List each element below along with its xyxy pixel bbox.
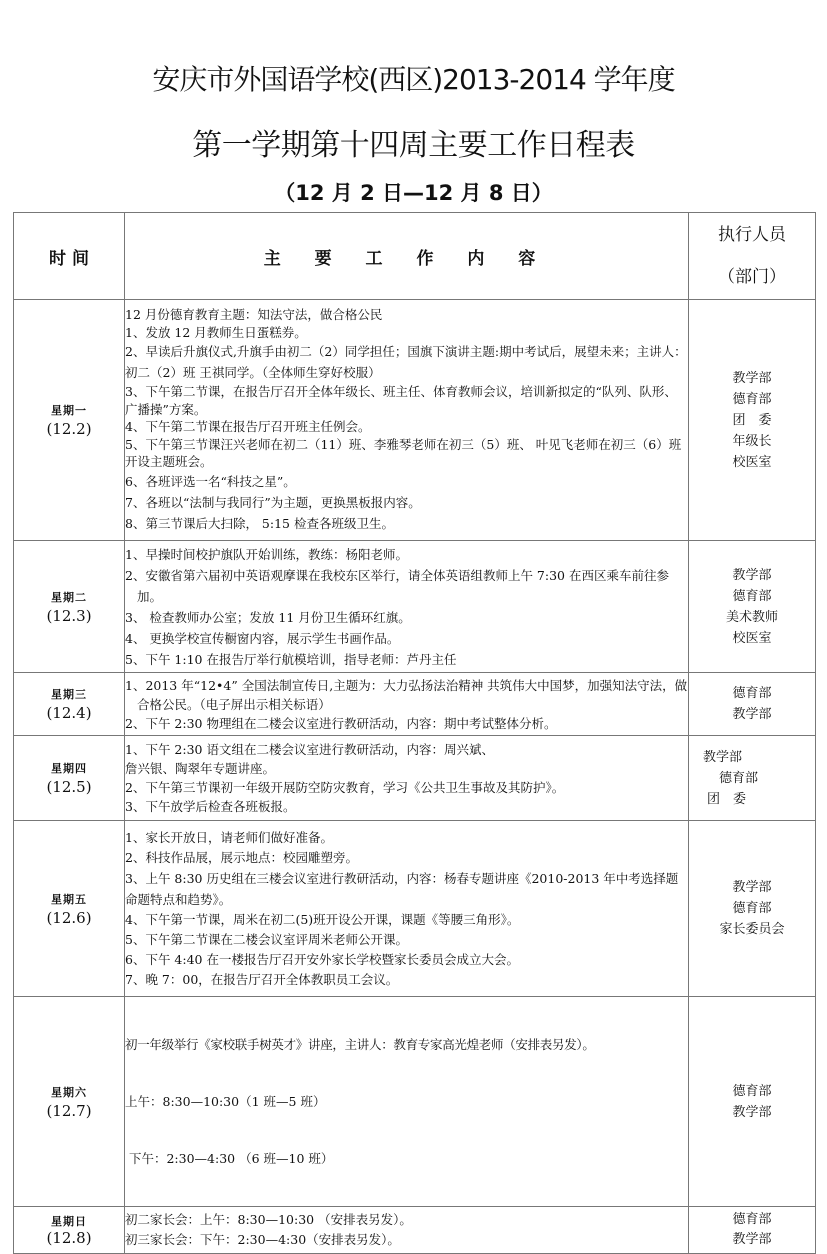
day-name: 星期四 [51,762,87,775]
dept-item: 校医室 [732,630,772,646]
dept-item: 家长委员会 [719,922,785,937]
dept-item: 教学部 [732,567,772,583]
list-item: 2、科技作品展，展示地点：校园雕塑旁。 [125,849,358,865]
dept-item: 美术教师 [725,609,778,625]
dept-item: 教学部 [732,880,772,895]
list-item: 7、晚 7：00，在报告厅召开全体教职员工会议。 [125,971,399,987]
dept-cell [689,736,816,821]
day-date: (12.5) [46,778,92,796]
day-name: 星期三 [51,688,87,701]
list-item: 3、下午第二节课，在报告厅召开全体年级长、班主任、体育教师会议，培训新拟定的“队列、队形、广播操”方案。 [125,384,677,417]
dept-item: 教学部 [732,1104,772,1120]
list-item: 初一年级举行《家校联手树英才》讲座，主讲人：教育专家高光煌老师（安排表另发）。 [125,1037,595,1052]
day-date: (12.6) [46,908,92,927]
day-cell [14,673,125,736]
table-row [14,1207,816,1254]
list-item: 4、下午第一节课，周米在初二(5)班开设公开课，课题《等腰三角形》。 [125,911,520,927]
dept-item: 年级长 [732,433,772,449]
table-row [14,997,816,1207]
list-item: 上午：8:30—10:30（1 班—5 班） [125,1094,326,1109]
list-item: 4、 更换学校宣传橱窗内容，展示学生书画作品。 [125,630,400,646]
dept-cell [689,541,816,673]
content-cell [125,300,689,541]
day-date: (12.3) [46,606,92,625]
list-item: 詹兴银、陶翠年专题讲座。 [125,761,276,776]
content-cell [125,736,689,821]
header-executor-line1: 执行人员 [718,225,786,245]
day-name: 星期一 [51,404,87,417]
list-item: 5、下午 1:10 在报告厅举行航模培训，指导老师：芦丹主任 [125,651,457,667]
content-cell [125,1207,689,1254]
table-row [14,821,816,997]
header-time: 时 间 [14,213,125,300]
dept-item: 教学部 [732,1232,772,1247]
schedule-table [13,212,816,1254]
list-item: 2、早读后升旗仪式,升旗手由初二（2）同学担任；国旗下演讲主题:期中考试后，展望未来；主讲人：初二（2）班 王祺同学。（全体师生穿好校服） [125,344,687,381]
day-name: 星期五 [51,892,87,906]
dept-item: 校医室 [732,454,772,470]
list-item: 5、下午第二节课在二楼会议室评周米老师公开课。 [125,931,408,947]
list-item: 2、安徽省第六届初中英语观摩课在我校东区举行，请全体英语组教师上午 7:30 在西区乘车前往参加。 [125,567,669,604]
dept-item: 教学部 [732,707,772,722]
day-name: 星期六 [51,1085,87,1099]
dept-item: 德育部 [732,686,772,701]
list-item: 3、下午放学后检查各班板报。 [125,799,296,814]
content-cell [125,821,689,997]
dept-item: 教学部 [703,749,743,765]
document-title: 安庆市外国语学校(西区)2013-2014 学年度 [152,63,675,96]
day-cell [14,736,125,821]
dept-cell [689,300,816,541]
day-date: (12.4) [46,704,92,722]
dept-item: 德育部 [732,588,772,604]
content-cell [125,541,689,673]
day-date: (12.7) [46,1101,92,1120]
table-row [14,736,816,821]
table-header-row [14,213,816,300]
day-date: (12.2) [46,420,92,438]
day-cell [14,541,125,673]
list-item: 5、下午第三节课汪兴老师在初二（11）班、李雅琴老师在初三（5）班、 叶见飞老师在初三（6）班开设主题班会。 [125,436,682,470]
header-executor [689,213,816,300]
list-item: 2、下午 2:30 物理组在二楼会议室进行教研活动，内容：期中考试整体分析。 [125,715,557,731]
list-item: 初二家长会：上午：8:30—10:30 （安排表另发）。 [125,1212,412,1227]
day-cell [14,1207,125,1254]
dept-item: 德育部 [732,391,772,407]
list-item: 4、下午第二节课在报告厅召开班主任例会。 [125,419,371,435]
list-item: 1、发放 12 月教师生日蛋糕券。 [125,324,307,340]
list-item: 3、上午 8:30 历史组在三楼会议室进行教研活动，内容：杨春专题讲座《2010-2013 年中考选择题命题特点和趋势》。 [125,870,679,907]
day-cell [14,997,125,1207]
table-row [14,673,816,736]
list-item: 2、下午第三节课初一年级开展防空防灾教育，学习《公共卫生事故及其防护》。 [125,780,565,795]
day-cell [14,300,125,541]
day-date: (12.8) [46,1229,92,1247]
list-item: 下午：2:30—4:30 （6 班—10 班） [125,1151,334,1166]
list-item: 6、下午 4:40 在一楼报告厅召开安外家长学校暨家长委员会成立大会。 [125,951,519,967]
list-item: 6、各班评选一名“科技之星”。 [125,473,296,489]
day-cell [14,821,125,997]
list-item: 1、下午 2:30 语文组在二楼会议室进行教研活动，内容：周兴斌、 [125,742,494,757]
list-item: 1、早操时间校护旗队开始训练，教练：杨阳老师。 [125,546,408,562]
list-item: 8、第三节课后大扫除， 5:15 检查各班级卫生。 [125,515,394,531]
dept-item: 德育部 [732,901,772,916]
table-row [14,300,816,541]
dept-item: 德育部 [732,1083,772,1099]
dept-item: 教学部 [732,370,772,386]
content-cell [125,997,689,1207]
day-name: 星期日 [51,1215,87,1228]
dept-cell [689,997,816,1207]
date-range: （12 月 2 日—12 月 8 日） [274,181,553,205]
dept-cell [689,673,816,736]
list-item: 3、 检查教师办公室；发放 11 月份卫生循环红旗。 [125,609,411,625]
dept-item: 德育部 [719,770,759,786]
list-item: 12 月份德育教育主题：知法守法，做合格公民 [125,307,383,323]
dept-item: 团 委 [732,412,772,428]
table-row [14,541,816,673]
list-item: 1、2013 年“12•4” 全国法制宣传日,主题为：大力弘扬法治精神 共筑伟大中国梦，加强知法守法，做合格公民。（电子屏出示相关标语） [125,677,688,712]
dept-item: 德育部 [732,1212,772,1227]
header-executor-line2: （部门） [718,267,786,287]
dept-cell [689,821,816,997]
dept-cell [689,1207,816,1254]
list-item: 7、各班以“法制与我同行”为主题，更换黑板报内容。 [125,494,421,510]
list-item: 初三家长会：下午：2:30—4:30（安排表另发）。 [125,1232,400,1247]
dept-item: 团 委 [707,791,747,807]
document-subtitle: 第一学期第十四周主要工作日程表 [192,128,635,163]
header-content: 主 要 工 作 内 容 [125,213,689,300]
day-name: 星期二 [51,590,87,604]
list-item: 1、家长开放日，请老师们做好准备。 [125,829,333,845]
content-cell [125,673,689,736]
